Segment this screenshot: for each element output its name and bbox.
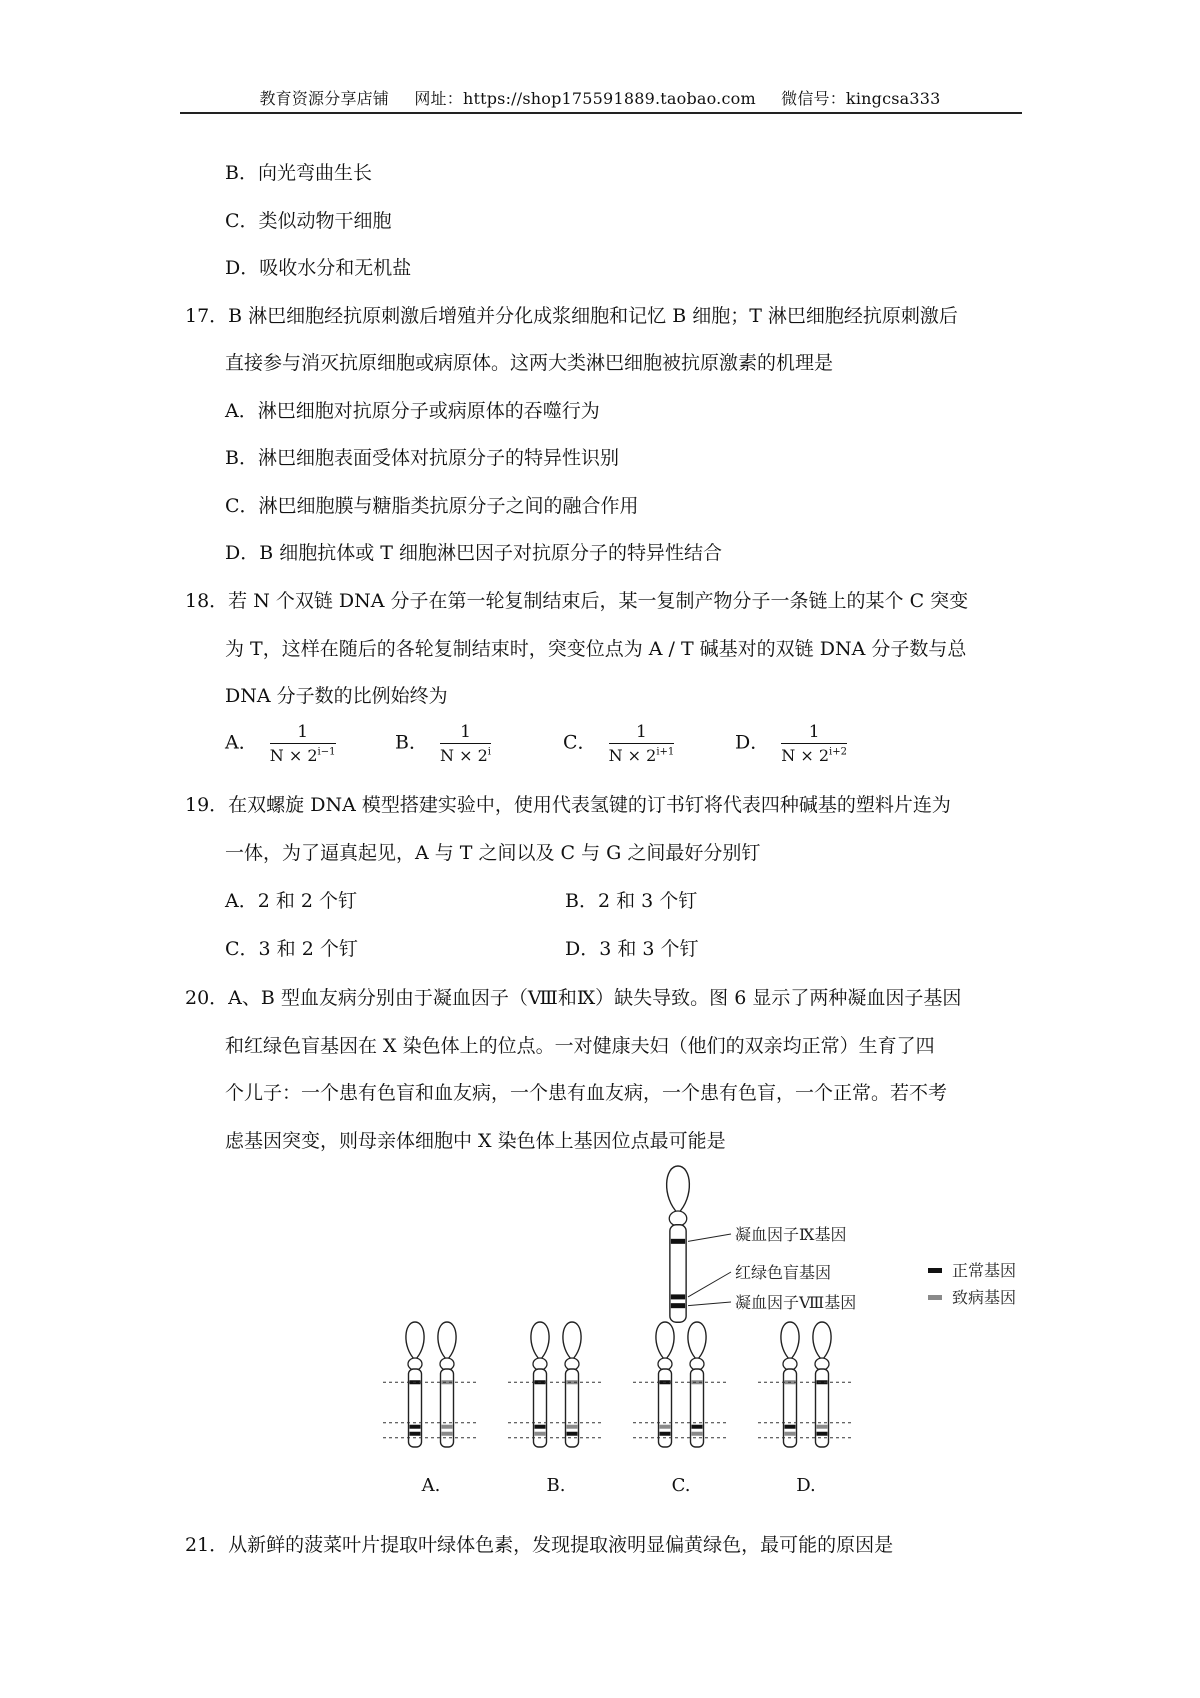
option-label-3: C. [671,1475,691,1496]
reference-chromosome-p-arm [667,1166,690,1214]
q18-stem-line1: 18．若 N 个双链 DNA 分子在第一轮复制结束后，某一复制产物分子一条链上的某个 C 突变 [185,590,969,612]
option-label: B． [395,731,428,754]
option-1-left-chromosome-p-arm [406,1322,424,1360]
option-1-left-chromosome-gene-band [410,1425,421,1429]
label-factor-viii-gene: 凝血因子Ⅷ基因 [735,1293,857,1312]
fraction-numerator: 1 [609,722,675,744]
q16-option-d: D．吸收水分和无机盐 [225,257,412,279]
q19-option-b: B．2 和 3 个钉 [565,890,698,912]
option-label: C． [563,731,597,754]
q19-option-c: C．3 和 2 个钉 [225,938,358,960]
legend-disease-swatch [928,1295,942,1300]
legend-disease-label: 致病基因 [952,1288,1017,1307]
option-3-right-chromosome-gene-band [692,1425,703,1429]
reference-chromosome-gene-band [671,1239,685,1244]
fraction-numerator: 1 [440,722,491,744]
option-label-4: D. [796,1475,816,1496]
reference-chromosome-gene-band [671,1303,685,1308]
fraction-denominator: N × 2 [781,746,830,765]
option-4-left-chromosome-centromere [783,1358,797,1370]
q17-option-d: D．B 细胞抗体或 T 细胞淋巴因子对抗原分子的特异性结合 [225,542,722,564]
option-label: D． [735,731,770,754]
option-1-left-chromosome-centromere [408,1358,422,1370]
fraction-exponent: i [487,746,491,758]
option-3-right-chromosome-gene-band [692,1432,703,1436]
fraction-exponent: i−1 [317,746,336,758]
option-1-right-chromosome-p-arm [438,1322,456,1360]
q18-stem-line2: 为 T，这样在随后的各轮复制结束时，突变位点为 A / T 碱基对的双链 DNA 分子数与总 [225,638,967,660]
label-leader-ix [688,1234,731,1241]
option-4-right-chromosome-gene-band [817,1432,828,1436]
reference-chromosome-centromere [669,1211,687,1226]
fraction-denominator: N × 2 [269,746,318,765]
q17-option-c: C．淋巴细胞膜与糖脂类抗原分子之间的融合作用 [225,495,639,517]
label-colorblind-gene: 红绿色盲基因 [735,1263,832,1282]
q19-option-d: D．3 和 3 个钉 [565,938,699,960]
q20-stem-line2: 和红绿色盲基因在 X 染色体上的位点。一对健康夫妇（他们的双亲均正常）生育了四 [225,1035,935,1057]
reference-chromosome-gene-band [671,1294,685,1299]
option-4-right-chromosome-centromere [815,1358,829,1370]
option-4-left-chromosome-gene-band [785,1432,796,1436]
q16-option-b: B．向光弯曲生长 [225,162,372,184]
legend-normal-label: 正常基因 [952,1261,1017,1280]
option-label-2: B. [546,1475,566,1496]
option-2-right-chromosome-centromere [565,1358,579,1370]
option-2-right-chromosome-p-arm [563,1322,581,1360]
option-label: A． [225,731,258,754]
option-4-right-chromosome-gene-band [817,1425,828,1429]
option-1-right-chromosome-centromere [440,1358,454,1370]
q17-option-b: B．淋巴细胞表面受体对抗原分子的特异性识别 [225,447,619,469]
wechat-id: 微信号：kingcsa333 [781,89,941,108]
q19-option-a: A．2 和 2 个钉 [225,890,358,912]
q20-stem-line4: 虑基因突变，则母亲体细胞中 X 染色体上基因位点最可能是 [225,1130,726,1152]
fraction-denominator: N × 2 [440,746,488,765]
option-2-left-chromosome-p-arm [531,1322,549,1360]
label-leader-viii [688,1302,731,1306]
fraction-denominator: N × 2 [608,746,657,765]
q17-option-a: A．淋巴细胞对抗原分子或病原体的吞噬行为 [225,400,600,422]
option-1-right-chromosome-gene-band [442,1432,453,1436]
label-factor-ix-gene: 凝血因子Ⅸ基因 [735,1225,847,1244]
option-3-right-chromosome-p-arm [688,1322,706,1360]
option-3-left-chromosome-gene-band [660,1432,671,1436]
q19-stem-line2: 一体，为了逼真起见，A 与 T 之间以及 C 与 G 之间最好分别钉 [225,842,761,864]
option-4-left-chromosome-gene-band [785,1425,796,1429]
option-4-left-chromosome-p-arm [781,1322,799,1360]
legend-normal-swatch [928,1268,942,1273]
q20-stem-line1: 20．A、B 型血友病分别由于凝血因子（Ⅷ和Ⅸ）缺失导致。图 6 显示了两种凝血因子基因 [185,987,962,1009]
q18-stem-line3: DNA 分子数的比例始终为 [225,685,448,707]
option-2-left-chromosome-centromere [533,1358,547,1370]
option-3-right-chromosome-centromere [690,1358,704,1370]
fraction-exponent: i+1 [656,746,675,758]
option-label-1: A. [421,1475,441,1496]
option-3-left-chromosome-p-arm [656,1322,674,1360]
option-2-left-chromosome-gene-band [535,1425,546,1429]
fraction-numerator: 1 [781,722,847,744]
option-2-left-chromosome-gene-band [535,1432,546,1436]
option-4-right-chromosome-p-arm [813,1322,831,1360]
option-3-left-chromosome-gene-band [660,1425,671,1429]
q20-stem-line3: 个儿子：一个患有色盲和血友病，一个患有血友病，一个患有色盲，一个正常。若不考 [225,1082,948,1104]
q17-stem-line2: 直接参与消灭抗原细胞或病原体。这两大类淋巴细胞被抗原激素的机理是 [225,352,834,374]
option-2-right-chromosome-gene-band [567,1432,578,1436]
q17-stem-line1: 17．B 淋巴细胞经抗原刺激后增殖并分化成浆细胞和记忆 B 细胞；T 淋巴细胞经抗原刺激后 [185,305,958,327]
q16-option-c: C．类似动物干细胞 [225,210,392,232]
label-leader-colorblind [688,1272,731,1297]
option-1-right-chromosome-gene-band [442,1425,453,1429]
option-2-right-chromosome-gene-band [567,1425,578,1429]
fraction-numerator: 1 [270,722,336,744]
q19-stem-line1: 19．在双螺旋 DNA 模型搭建实验中，使用代表氢键的订书钉将代表四种碱基的塑料片连为 [185,794,951,816]
option-3-left-chromosome-centromere [658,1358,672,1370]
option-1-left-chromosome-gene-band [410,1432,421,1436]
shop-name: 教育资源分享店铺 [259,89,390,108]
fraction-exponent: i+2 [829,746,847,758]
shop-url: 网址：https://shop175591889.taobao.com [414,89,756,108]
q21-stem-line1: 21．从新鲜的菠菜叶片提取叶绿体色素，发现提取液明显偏黄绿色，最可能的原因是 [185,1534,894,1556]
